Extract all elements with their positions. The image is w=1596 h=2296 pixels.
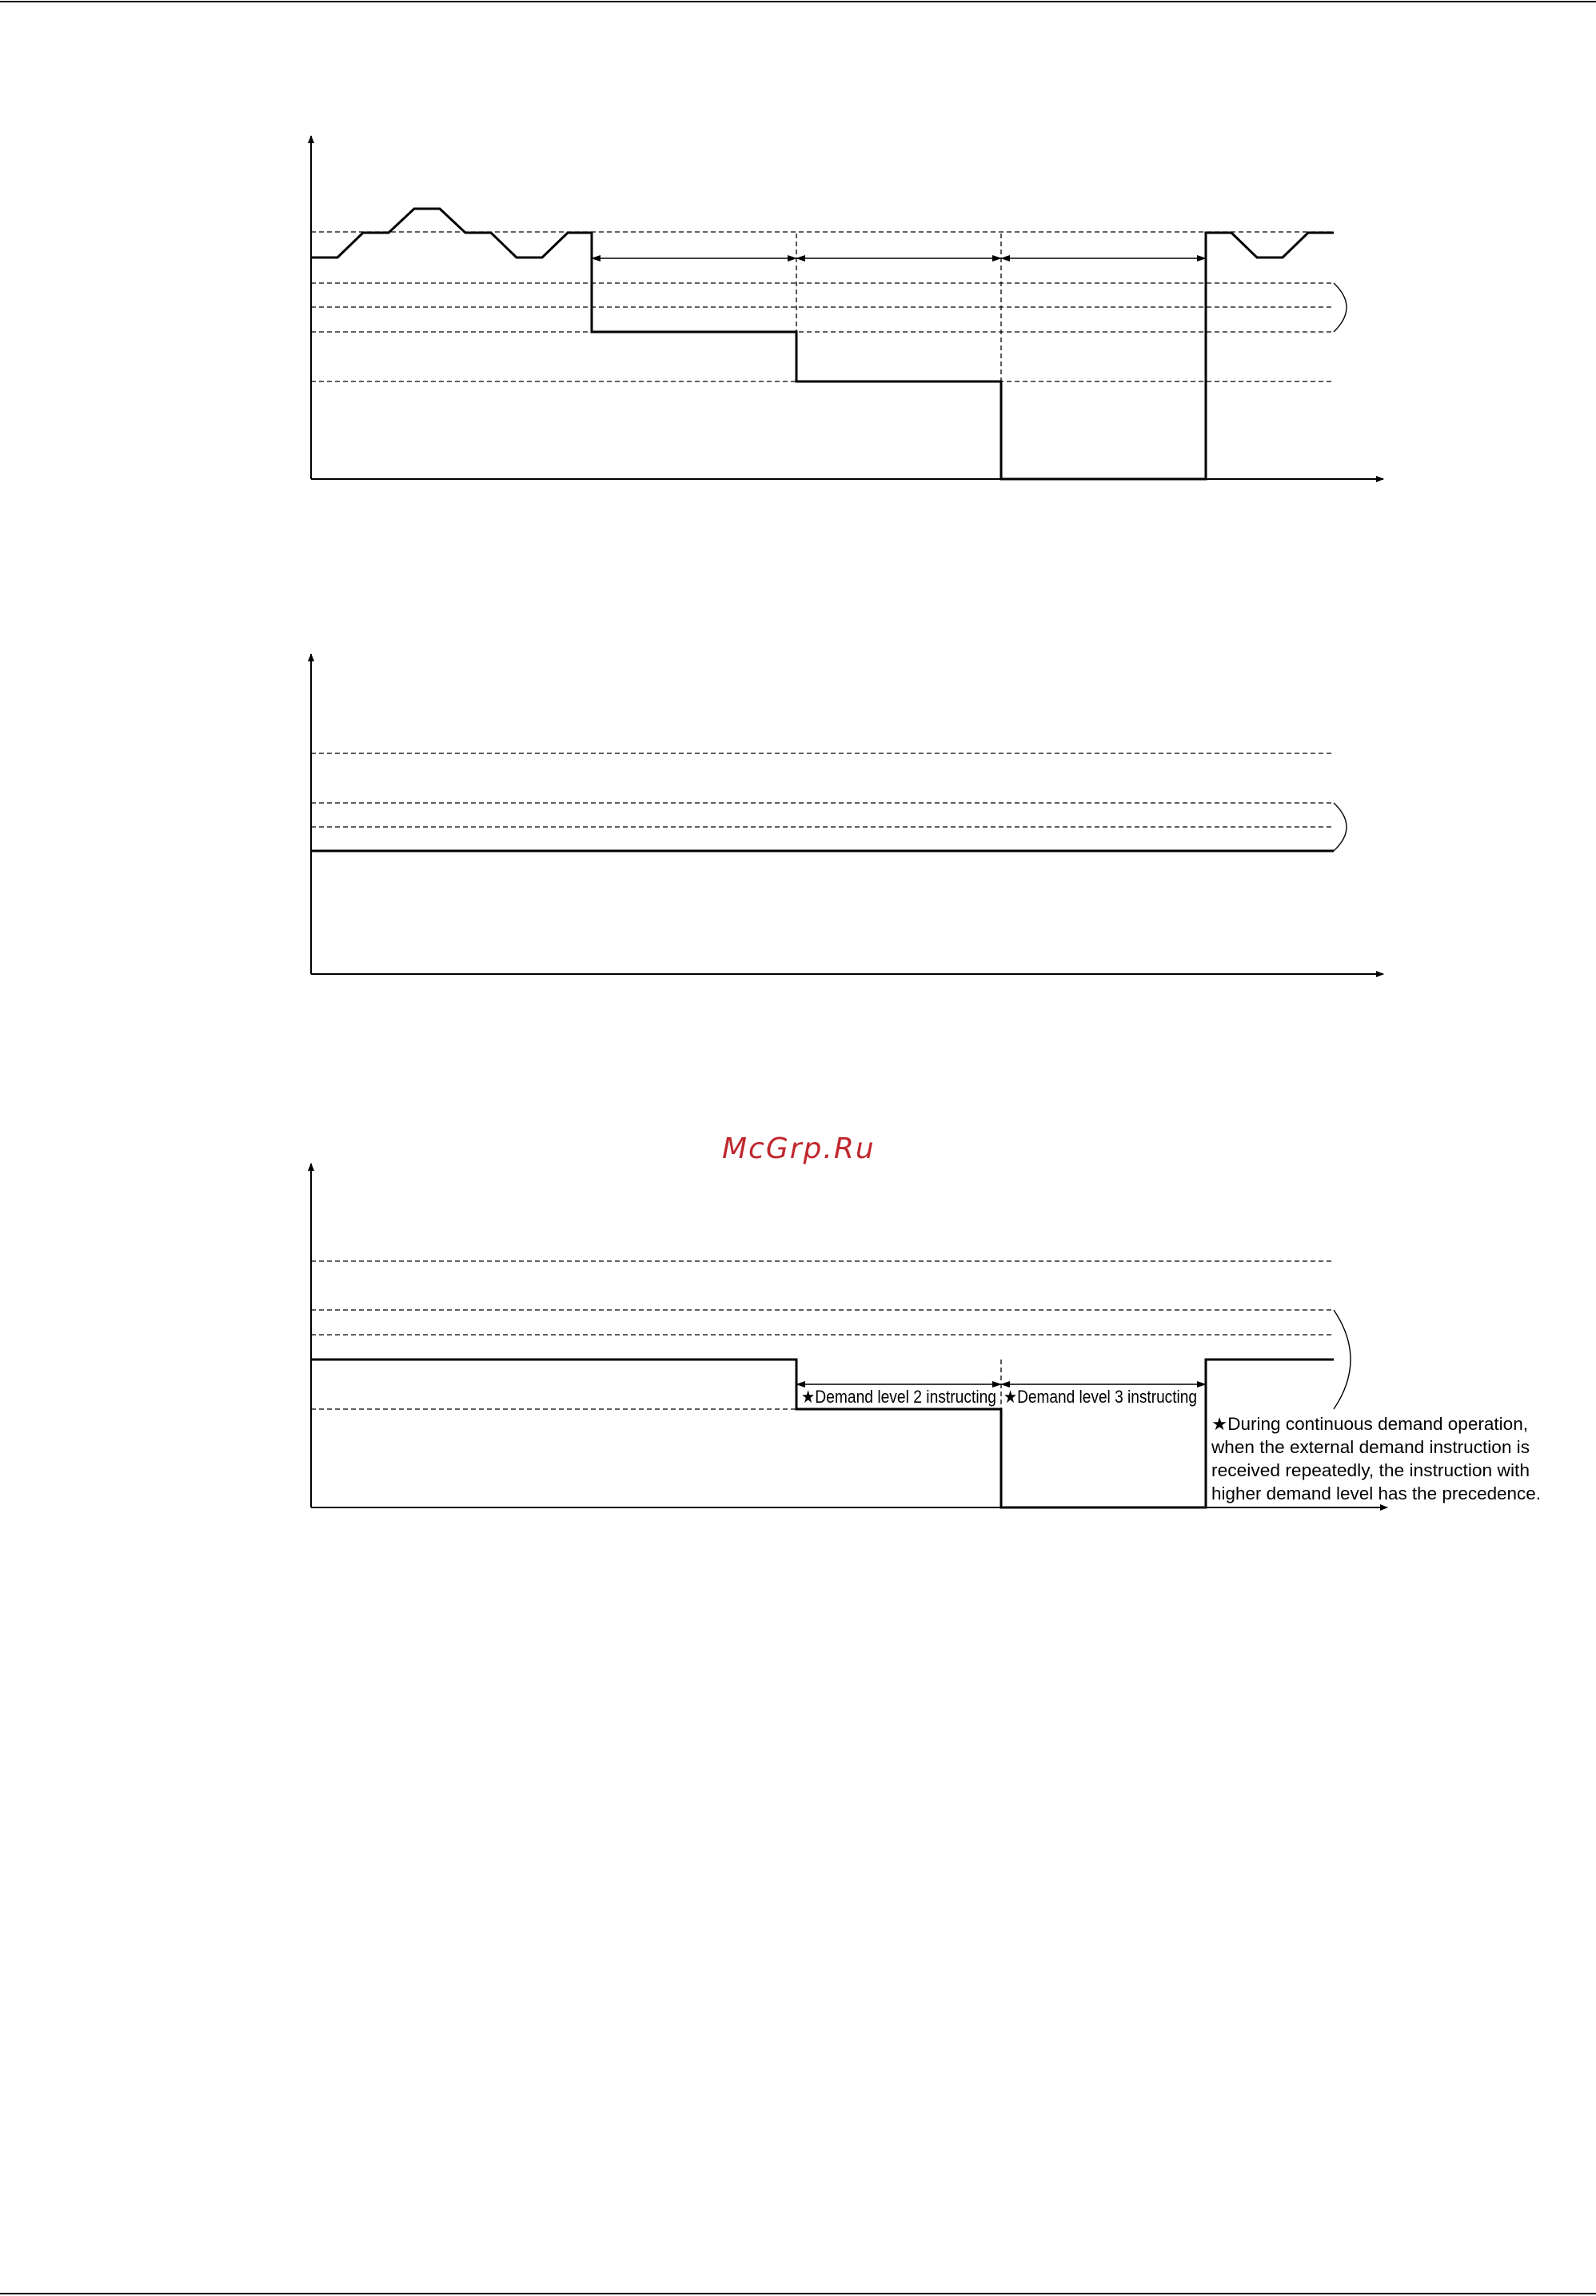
diagram-3	[311, 1164, 1541, 1507]
diagram-1-operation-curve	[311, 209, 1334, 479]
diagram-3-operation-curve	[311, 1360, 1334, 1507]
diagram-3-brace	[1334, 1310, 1351, 1409]
demand-level-2-label: ★Demand level 2 instructing	[801, 1387, 996, 1407]
precedence-note-line-2: when the external demand instruction is	[1210, 1437, 1530, 1457]
precedence-note-line-1: ★During continuous demand operation,	[1211, 1414, 1528, 1434]
diagram-2	[311, 654, 1383, 974]
precedence-note-line-3: received repeatedly, the instruction with	[1211, 1460, 1530, 1480]
demand-level-3-label: ★Demand level 3 instructing	[1003, 1387, 1197, 1407]
precedence-note	[1211, 1414, 1541, 1503]
diagram-2-brace	[1334, 803, 1347, 851]
precedence-note-line-4: higher demand level has the precedence.	[1211, 1483, 1541, 1503]
diagram-1	[311, 136, 1383, 479]
watermark-text: McGrp.Ru	[722, 1132, 876, 1165]
diagram-1-brace	[1334, 283, 1347, 332]
